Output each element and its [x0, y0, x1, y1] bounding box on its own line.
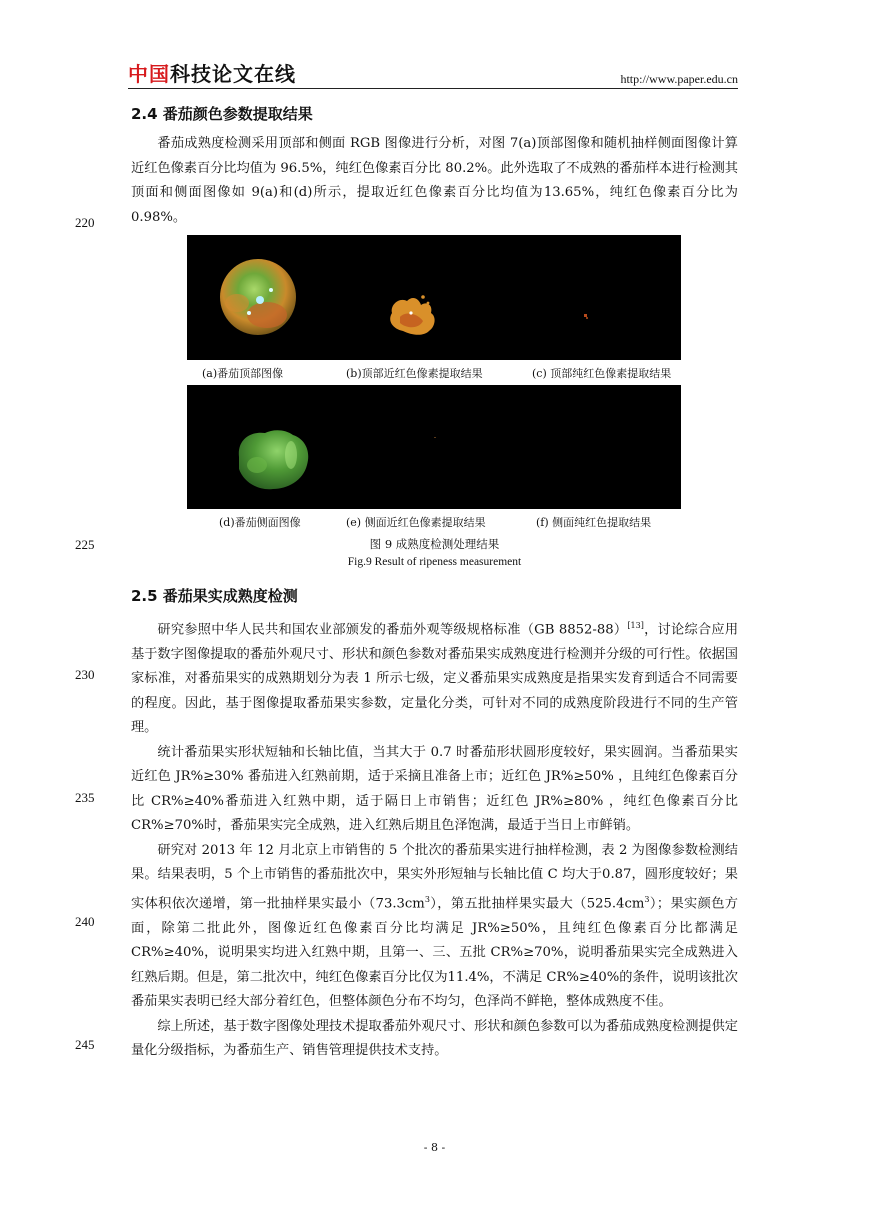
- line-number: 230: [75, 667, 95, 682]
- section-title-2-5: 2.5 番茄果实成熟度检测: [131, 587, 298, 605]
- text-run: ，讨论综合应用基于数字图像提取的番茄外观尺寸、形状和颜色参数对番茄果实成熟度进行检测并分级的可行性。依据国家标准，对番茄果实的成熟期划分为表 1 所示七级，定义番茄果实成熟度是指果实发育到适合不同需要的程度。因此，基于图像提取番茄果实参数，定量化分类，可针对不同的成熟度阶段进行不同的生产管理。: [131, 622, 739, 736]
- text-run: 研究参照中华人民共和国农业部颁发的番茄外观等级规格标准（GB 8852-88）: [157, 622, 628, 638]
- line-number: 245: [75, 1037, 95, 1052]
- subcaption-e: (e) 侧面近红色像素提取结果: [346, 516, 486, 529]
- page-number: - 8 -: [423, 1141, 446, 1154]
- figure-caption-cn: 图 9 成熟度检测处理结果: [369, 537, 500, 551]
- figure-caption-en: Fig.9 Result of ripeness measurement: [347, 556, 522, 568]
- paragraph: 番茄成熟度检测采用顶部和侧面 RGB 图像进行分析，对图 7(a)顶部图像和随机抽样侧面图像计算近红色像素百分比均值为 96.5%，纯红色像素百分比 80.2%。此外选取了不成熟的番茄样本进行检测其顶面和侧面图像如 9(a)和(d)所示，提取近红色像素百分比均值为13.65%，纯红色像素百分比为 0.98%。: [131, 136, 738, 225]
- near-red-top-image: [390, 295, 434, 335]
- figure9-bottom-panel: [187, 385, 681, 509]
- section-2-4-body: [131, 132, 738, 230]
- header-rule: [128, 88, 738, 89]
- logo-part1: 中国: [128, 62, 170, 86]
- subcaption-c: (c) 顶部纯红色像素提取结果: [532, 367, 672, 380]
- tomato-side-image: [239, 430, 308, 489]
- superscript: 3: [644, 894, 650, 904]
- bottom-images: [187, 385, 681, 509]
- text-run: 研究对 2013 年 12 月北京上市销售的 5 个批次的番茄果实进行抽样检测，表 2 为图像参数检测结果。结果表明，5 个上市销售的番茄批次中，果实外形短轴与长轴比值 C 均大于0.87，圆形度较好；果实体积依次递增，第一批抽样果实最小（73.3cm: [131, 842, 738, 912]
- line-number: 235: [75, 790, 95, 805]
- top-images: [187, 235, 681, 360]
- line-number: 240: [75, 914, 95, 929]
- superscript: 3: [424, 894, 430, 904]
- line-number: 225: [75, 537, 95, 552]
- section-2-5-body: [131, 614, 738, 1064]
- site-logo: [128, 62, 296, 86]
- subcaption-f: (f) 侧面纯红色提取结果: [536, 516, 652, 529]
- section-title-2-4: 2.4 番茄颜色参数提取结果: [131, 105, 313, 123]
- paragraph: [131, 839, 738, 1015]
- subcaption-b: (b)顶部近红色像素提取结果: [346, 367, 483, 380]
- text-run: ）；果实颜色方面，除第二批此外，图像近红色像素百分比均满足 JR%≥50%，且纯红色像素百分比都满足 CR%≥40%，说明果实均进入红熟中期，且第一、三、五批 CR%≥70%，说明番茄果实完全成熟进入红熟后期。但是，第二批次中，纯红色像素百分比仅为11.4%，不满足 CR%≥40%的条件，说明该批次番茄果实表明已经大部分着红色，但整体颜色分布不均匀，色泽尚不鲜艳，整体成熟度不佳。: [131, 896, 738, 1010]
- paragraph: 统计番茄果实形状短轴和长轴比值，当其大于 0.7 时番茄形状圆形度较好，果实圆润。当番茄果实近红色 JR%≥30% 番茄进入红熟前期，适于采摘且准备上市；近红色 JR%≥50% ，且纯红色像素百分比 CR%≥40%番茄进入红熟中期，适于隔日上市销售；近红色 JR%≥80% ，纯红色像素百分比 CR%≥70%时，番茄果实完全成熟，进入红熟后期且色泽饱满，最适于当日上市鲜销。: [131, 744, 738, 834]
- pure-red-top-image: [584, 314, 588, 319]
- paragraph: 综上所述，基于数字图像处理技术提取番茄外观尺寸、形状和颜色参数可以为番茄成熟度检测提供定量化分级指标，为番茄生产、销售管理提供技术支持。: [131, 1018, 738, 1059]
- paragraph: [131, 614, 738, 741]
- near-red-side-image: [434, 437, 436, 438]
- subcaption-d: (d)番茄侧面图像: [219, 516, 301, 529]
- subcaption-a: (a)番茄顶部图像: [202, 367, 284, 380]
- line-number: 220: [75, 215, 95, 230]
- citation: [13]: [627, 621, 644, 630]
- figure9-top-panel: [187, 235, 681, 360]
- header-url[interactable]: http://www.paper.edu.cn: [620, 72, 738, 86]
- tomato-top-image: [220, 259, 296, 335]
- text-run: ），第五批抽样果实最大（525.4cm: [429, 896, 645, 912]
- logo-part2: 科技论文在线: [170, 62, 296, 86]
